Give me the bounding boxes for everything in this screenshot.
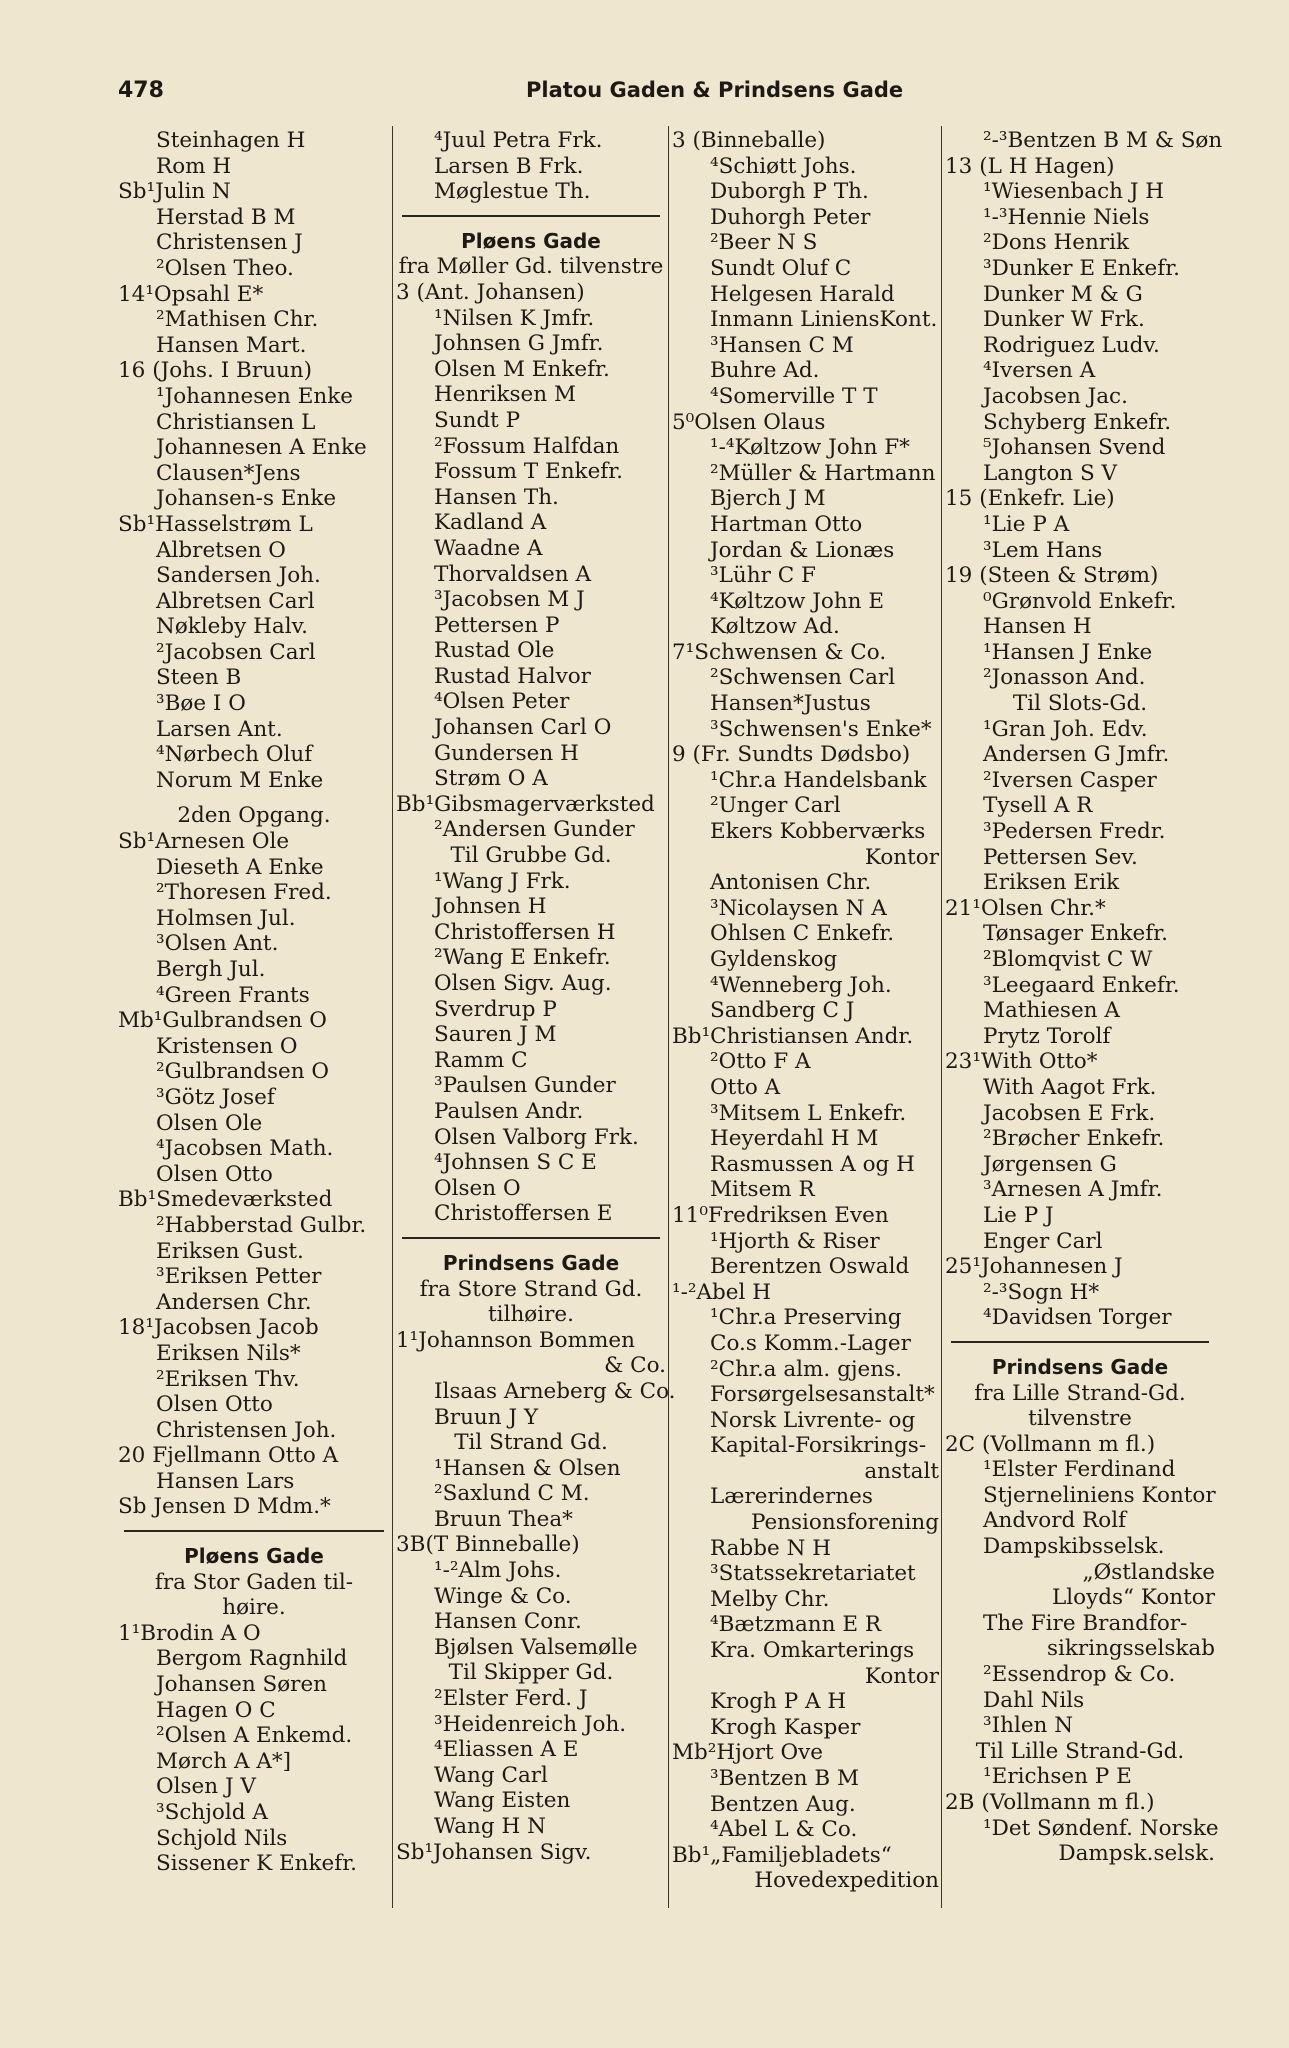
directory-entry: ²Fossum Halfdan	[434, 433, 620, 459]
directory-entry: Heyerdahl H M	[710, 1126, 879, 1152]
directory-entry: Ohlsen C Enkefr.	[710, 921, 895, 947]
directory-entry: Thorvaldsen A	[434, 561, 591, 587]
directory-entry: Møglestue Th.	[434, 179, 591, 205]
directory-entry: ¹Johannesen Enke	[156, 383, 353, 409]
directory-entry: Rodriguez Ludv.	[983, 332, 1160, 358]
directory-entry: Jacobsen Jac.	[983, 383, 1128, 409]
directory-entry: sikringsselskab	[1046, 1636, 1215, 1662]
directory-entry: Sundt Oluf C	[710, 255, 852, 281]
directory-entry: Christensen Joh.	[156, 1417, 337, 1443]
directory-entry: 25¹Johannesen J	[945, 1254, 1123, 1280]
page-number: 478	[118, 78, 164, 103]
directory-entry: Pensionsforening	[750, 1510, 939, 1536]
directory-entry: ³Bøe I O	[156, 691, 246, 717]
directory-entry: Melby Chr.	[710, 1586, 830, 1612]
column-divider	[941, 126, 942, 1908]
directory-entry: ²Mathisen Chr.	[156, 307, 319, 333]
directory-entry: Hovedexpedition	[754, 1868, 939, 1894]
directory-entry: Sverdrup P	[434, 996, 557, 1022]
directory-entry: ³Hansen C M	[710, 332, 854, 358]
directory-entry: Olsen Valborg Frk.	[434, 1124, 639, 1150]
section-note: Til Skipper Gd.	[448, 1660, 614, 1686]
directory-entry: ²Dons Henrik	[983, 230, 1130, 256]
directory-entry: Krogh P A H	[710, 1689, 847, 1715]
directory-entry: Otto A	[710, 1074, 781, 1100]
directory-entry: Olsen Otto	[156, 1392, 273, 1418]
directory-entry: Strøm O A	[434, 766, 548, 792]
directory-entry: Nøkleby Halv.	[156, 614, 309, 640]
directory-entry: Kapital-Forsikrings-	[710, 1433, 927, 1459]
directory-entry: ⁴Schiøtt Johs.	[710, 153, 857, 179]
directory-entry: Jordan & Lionæs	[710, 537, 895, 563]
section-rule	[402, 215, 660, 217]
directory-entry: Sandberg C J	[710, 998, 855, 1024]
directory-entry: Bb¹Gibsmagerværksted	[396, 791, 655, 817]
directory-entry: Forsørgelsesanstalt*	[710, 1382, 935, 1408]
directory-entry: Jørgensen G	[983, 1151, 1117, 1177]
directory-entry: Paulsen Andr.	[434, 1098, 584, 1124]
directory-column-2	[396, 128, 676, 1865]
directory-entry: 15 (Enkefr. Lie)	[945, 486, 1115, 512]
directory-entry: Johnsen G Jmfr.	[434, 331, 604, 357]
directory-entry: Hansen H	[983, 614, 1092, 640]
directory-entry: Lloyds“ Kontor	[1051, 1585, 1215, 1611]
directory-entry: ³Dunker E Enkefr.	[983, 255, 1180, 281]
directory-entry: ²Habberstad Gulbr.	[156, 1212, 367, 1238]
directory-entry: ²Chr.a alm. gjens.	[710, 1356, 902, 1382]
directory-entry: ³Schwensen's Enke*	[710, 716, 932, 742]
directory-entry: 2B (Vollmann m fl.)	[945, 1790, 1155, 1815]
directory-entry: anstalt	[864, 1458, 939, 1484]
directory-entry: Eriksen Erik	[983, 870, 1120, 896]
directory-entry: 2C (Vollmann m fl.)	[945, 1431, 1156, 1457]
directory-entry: ⁴Wenneberg Joh.	[710, 972, 892, 998]
directory-entry: Inmann LiniensKont.	[710, 307, 938, 333]
directory-entry: 1¹Brodin A O	[118, 1620, 261, 1646]
directory-entry: ⁴Juul Petra Frk.	[434, 128, 603, 153]
directory-entry: ²Andersen Gunder	[434, 817, 635, 843]
directory-entry: Co.s Komm.-Lager	[710, 1330, 911, 1356]
directory-entry: ¹Lie P A	[983, 511, 1070, 537]
section-note: fra Stor Gaden til-	[154, 1569, 354, 1595]
directory-entry: ³Lühr C F	[710, 563, 816, 589]
section-rule	[124, 1530, 384, 1532]
directory-entry: ²-³Sogn H*	[983, 1279, 1100, 1305]
directory-entry: ²Essendrop & Co.	[983, 1662, 1176, 1688]
directory-entry: Krogh Kasper	[710, 1714, 861, 1740]
directory-entry: Mitsem R	[710, 1177, 815, 1203]
directory-entry: Fossum T Enkefr.	[434, 459, 623, 485]
directory-entry: Johannesen A Enke	[156, 435, 367, 461]
directory-entry: ³Mitsem L Enkefr.	[710, 1100, 907, 1126]
directory-entry: Hagen O C	[156, 1697, 276, 1723]
street-heading: Prindsens Gade	[442, 1250, 620, 1275]
section-note: høire.	[222, 1595, 286, 1621]
directory-entry: ²Jonasson And.	[983, 665, 1146, 691]
directory-entry: Sb¹Hasselstrøm L	[118, 511, 313, 537]
section-note: tilvenstre	[1028, 1406, 1132, 1432]
directory-entry: Bentzen Aug.	[710, 1791, 856, 1817]
directory-entry: Rustad Ole	[434, 638, 555, 664]
directory-entry: Rustad Halvor	[434, 663, 591, 689]
directory-entry: ³Olsen Ant.	[156, 931, 279, 957]
directory-entry: Ramm C	[434, 1047, 528, 1073]
directory-entry: Herstad B M	[156, 204, 296, 230]
directory-entry: Bruun J Y	[434, 1404, 539, 1430]
directory-entry: 1¹Johannson Bommen	[396, 1327, 635, 1353]
directory-entry: Dieseth A Enke	[156, 854, 324, 880]
directory-entry: Norum M Enke	[156, 767, 324, 793]
directory-entry: ¹Gran Joh. Edv.	[983, 716, 1148, 742]
directory-entry: Schyberg Enkefr.	[983, 409, 1172, 435]
directory-entry: Enger Carl	[983, 1228, 1103, 1254]
directory-entry: ³Pedersen Fredr.	[983, 819, 1166, 845]
directory-entry: 19 (Steen & Strøm)	[945, 563, 1159, 589]
directory-entry: ¹Elster Ferdinand	[983, 1457, 1176, 1483]
street-heading: Prindsens Gade	[991, 1354, 1169, 1379]
directory-entry: Lærerindernes	[710, 1484, 873, 1510]
directory-entry: & Co.	[604, 1353, 666, 1379]
directory-entry: Waadne A	[434, 535, 543, 561]
directory-entry: Prytz Torolf	[983, 1023, 1111, 1049]
directory-entry: Buhre Ad.	[710, 358, 820, 384]
directory-entry: Eriksen Gust.	[156, 1238, 304, 1264]
directory-entry: ²Beer N S	[710, 230, 818, 256]
directory-entry: Tønsager Enkefr.	[983, 921, 1168, 947]
section-note: fra Lille Strand-Gd.	[974, 1380, 1186, 1406]
directory-entry: 9 (Fr. Sundts Dødsbo)	[672, 742, 911, 768]
directory-entry: Kadland A	[434, 510, 547, 536]
directory-entry: Larsen Ant.	[156, 716, 283, 742]
directory-entry: ²Olsen A Enkemd.	[156, 1723, 353, 1749]
directory-entry: ³Götz Josef	[156, 1084, 275, 1110]
directory-entry: ²Schwensen Carl	[710, 665, 896, 691]
directory-entry: Hartman Otto	[710, 511, 863, 537]
section-note: Til Slots-Gd.	[1012, 691, 1148, 717]
directory-entry: ⁰Grønvold Enkefr.	[983, 588, 1177, 614]
directory-entry: Wang Eisten	[434, 1788, 571, 1814]
directory-entry: ¹Det Søndenf. Norske	[983, 1815, 1219, 1841]
directory-entry: Dampskibsselsk.	[983, 1534, 1165, 1560]
directory-entry: Hansen Conr.	[434, 1609, 582, 1635]
directory-entry: Køltzow Ad.	[710, 614, 840, 640]
directory-entry: „Østlandske	[1082, 1559, 1215, 1585]
section-note: fra Store Strand Gd.	[419, 1276, 643, 1302]
directory-entry: Steen B	[156, 665, 242, 691]
directory-entry: ¹Wang J Frk.	[434, 868, 571, 894]
directory-entry: Norsk Livrente- og	[710, 1407, 916, 1433]
directory-entry: Kra. Omkarterings	[710, 1638, 915, 1664]
directory-entry: ¹-²Abel H	[672, 1279, 771, 1305]
directory-entry: Sb¹Julin N	[118, 179, 231, 205]
directory-entry: Kontor	[864, 844, 939, 870]
directory-entry: Rasmussen A og H	[710, 1151, 915, 1177]
directory-entry: Mb¹Gulbrandsen O	[118, 1008, 327, 1034]
directory-entry: Mathiesen A	[983, 998, 1120, 1024]
directory-entry: ⁴Køltzow John E	[710, 588, 885, 614]
directory-entry: ¹Erichsen P E	[983, 1764, 1132, 1790]
running-title: Platou Gaden & Prindsens Gade	[526, 78, 904, 102]
directory-entry: Lie P J	[983, 1202, 1054, 1228]
directory-entry: Larsen B Frk.	[434, 153, 584, 179]
directory-entry: ²Wang E Enkefr.	[434, 945, 611, 971]
directory-entry: ¹Chr.a Handelsbank	[710, 767, 927, 793]
directory-entry: Tysell A R	[983, 793, 1093, 819]
directory-entry: 3 (Ant. Johansen)	[396, 279, 585, 305]
section-note: 2den Opgang.	[177, 803, 331, 829]
directory-entry: With Aagot Frk.	[983, 1074, 1157, 1100]
directory-entry: ³Eriksen Petter	[156, 1264, 322, 1290]
directory-entry: Christoffersen E	[434, 1201, 613, 1227]
directory-entry: ⁴Green Frants	[156, 982, 310, 1008]
directory-entry: ⁴Davidsen Torger	[983, 1305, 1172, 1331]
directory-entry: ¹Chr.a Preserving	[710, 1305, 902, 1331]
section-note: Til Grubbe Gd.	[450, 843, 612, 869]
directory-column-3	[672, 128, 939, 1894]
directory-entry: ²Gulbrandsen O	[156, 1059, 330, 1085]
directory-entry: ³Bentzen B M	[710, 1766, 860, 1791]
directory-entry: Schjold Nils	[156, 1825, 288, 1851]
directory-entry: ⁴Eliassen A E	[434, 1737, 579, 1763]
directory-entry: Helgesen Harald	[710, 281, 895, 307]
directory-entry: Wang H N	[434, 1814, 546, 1839]
directory-entry: Antonisen Chr.	[710, 870, 872, 896]
column-divider	[392, 126, 393, 1908]
directory-entry: 18¹Jacobsen Jacob	[118, 1315, 319, 1341]
directory-entry: 3B(T Binneballe)	[396, 1532, 580, 1558]
directory-entry: ⁴Abel L & Co.	[710, 1817, 858, 1843]
directory-entry: Johnsen H	[434, 894, 547, 920]
directory-entry: ²Müller & Hartmann	[710, 460, 936, 486]
directory-entry: 13 (L H Hagen)	[945, 153, 1115, 179]
directory-entry: ²Iversen Casper	[983, 767, 1157, 793]
directory-entry: ²Brøcher Enkefr.	[983, 1126, 1165, 1152]
directory-entry: Christensen J	[156, 230, 303, 256]
directory-entry: 20 Fjellmann Otto A	[118, 1443, 339, 1469]
directory-entry: Johansen-s Enke	[156, 486, 337, 512]
directory-entry: ⁴Jacobsen Math.	[156, 1136, 334, 1162]
directory-entry: ³Jacobsen M J	[434, 587, 585, 613]
directory-entry: Bergh Jul.	[156, 957, 266, 982]
directory-entry: Albretsen Carl	[156, 588, 315, 614]
directory-entry: ²Elster Ferd. J	[434, 1686, 588, 1712]
directory-entry: Bb¹Christiansen Andr.	[672, 1023, 914, 1049]
directory-entry: Mørch A A*]	[156, 1748, 291, 1774]
section-rule	[402, 1237, 660, 1239]
directory-entry: Sandersen Joh.	[156, 563, 321, 589]
directory-entry: 16 (Johs. I Bruun)	[118, 358, 313, 384]
directory-entry: Dampsk.selsk.	[1058, 1841, 1215, 1867]
directory-entry: 5⁰Olsen Olaus	[672, 409, 826, 435]
directory-entry: Steinhagen H	[156, 128, 306, 153]
directory-entry: ¹Hjorth & Riser	[710, 1228, 880, 1254]
directory-entry: ³Lem Hans	[983, 537, 1103, 563]
directory-entry: ⁴Johnsen S C E	[434, 1150, 597, 1176]
directory-entry: ³Arnesen A Jmfr.	[983, 1177, 1163, 1203]
directory-entry: Olsen Ole	[156, 1110, 263, 1136]
directory-entry: Sb¹Johansen Sigv.	[396, 1839, 592, 1865]
directory-entry: Winge & Co.	[434, 1583, 572, 1609]
directory-entry: Sb¹Arnesen Ole	[118, 829, 290, 855]
directory-entry: Duhorgh Peter	[710, 204, 871, 230]
directory-entry: ²Jacobsen Carl	[156, 639, 316, 665]
directory-entry: ¹-³Hennie Niels	[983, 204, 1150, 230]
directory-entry: Hansen*Justus	[710, 691, 871, 717]
directory-entry: Hansen Mart.	[156, 332, 307, 358]
directory-entry: ⁴Iversen A	[983, 358, 1096, 384]
directory-entry: Berentzen Oswald	[710, 1254, 910, 1280]
directory-entry: Ilsaas Arneberg & Co.	[434, 1378, 676, 1404]
directory-entry: Holmsen Jul.	[156, 905, 296, 931]
street-heading: Pløens Gade	[461, 228, 601, 253]
directory-entry: ¹-⁴Køltzow John F*	[710, 435, 910, 461]
directory-entry: Christiansen L	[156, 409, 316, 435]
directory-entry: Pettersen P	[434, 612, 560, 638]
directory-entry: ³Ihlen N	[983, 1713, 1074, 1739]
directory-entry: Gundersen H	[434, 740, 579, 766]
directory-entry: Bb¹„Familjebladets“	[672, 1842, 892, 1868]
directory-entry: Rabbe N H	[710, 1535, 831, 1561]
directory-entry: ⁴Nørbech Oluf	[156, 742, 313, 768]
directory-entry: ²Thoresen Fred.	[156, 880, 332, 906]
directory-entry: Gyldenskog	[710, 947, 838, 972]
directory-entry: ²Olsen Theo.	[156, 255, 294, 281]
directory-column-1	[118, 128, 390, 1877]
directory-entry: Olsen Sigv. Aug.	[434, 971, 612, 996]
directory-entry: ³Statssekretariatet	[710, 1561, 916, 1587]
directory-entry: Langton S V	[983, 460, 1118, 486]
section-note: Til Lille Strand-Gd.	[975, 1738, 1185, 1764]
directory-entry: Sb Jensen D Mdm.*	[118, 1494, 331, 1520]
directory-column-4	[945, 128, 1223, 1867]
directory-entry: Johansen Søren	[156, 1672, 328, 1698]
directory-entry: ⁵Johansen Svend	[983, 435, 1166, 461]
directory-entry: Olsen Otto	[156, 1161, 273, 1187]
directory-entry: ¹Hansen J Enke	[983, 639, 1153, 665]
directory-entry: ²Saxlund C M.	[434, 1481, 590, 1507]
directory-entry: Bjerch J M	[710, 486, 826, 512]
directory-entry: 11⁰Fredriksen Even	[672, 1202, 889, 1228]
directory-entry: Hansen Lars	[156, 1468, 295, 1494]
directory-entry: Jacobsen E Frk.	[983, 1100, 1156, 1126]
directory-entry: ³Leegaard Enkefr.	[983, 972, 1180, 998]
directory-entry: ³Paulsen Gunder	[434, 1073, 616, 1099]
directory-entry: ¹Nilsen K Jmfr.	[434, 305, 595, 331]
directory-entry: ⁴Somerville T T	[710, 383, 878, 409]
directory-entry: Dunker W Frk.	[983, 307, 1145, 333]
directory-entry: Eriksen Nils*	[156, 1340, 301, 1366]
directory-entry: ²Otto F A	[710, 1049, 811, 1075]
directory-entry: Stjerneliniens Kontor	[983, 1482, 1216, 1508]
directory-entry: Bb¹Smedeværksted	[118, 1187, 333, 1213]
directory-entry: Dahl Nils	[983, 1687, 1085, 1713]
directory-entry: Olsen O	[434, 1175, 521, 1201]
directory-entry: ⁴Bætzmann E R	[710, 1612, 882, 1638]
section-rule	[951, 1341, 1209, 1343]
directory-entry: Kristensen O	[156, 1033, 298, 1059]
directory-entry: ²Eriksen Thv.	[156, 1366, 300, 1392]
directory-entry: Clausen*Jens	[156, 460, 301, 486]
spacer	[118, 793, 390, 803]
street-heading: Pløens Gade	[184, 1544, 324, 1569]
directory-entry: Andvord Rolf	[983, 1508, 1127, 1534]
directory-entry: Henriksen M	[434, 382, 576, 408]
directory-entry: ¹Hansen & Olsen	[434, 1455, 621, 1481]
directory-entry: Duborgh P Th.	[710, 179, 869, 205]
directory-entry: Pettersen Sev.	[983, 844, 1138, 870]
directory-entry: Hansen Th.	[434, 484, 559, 510]
directory-entry: ²Blomqvist C W	[983, 947, 1153, 972]
directory-entry: 14¹Opsahl E*	[118, 281, 264, 307]
section-note: fra Møller Gd. tilvenstre	[398, 254, 664, 280]
directory-entry: ⁴Olsen Peter	[434, 689, 570, 715]
directory-entry: Christoffersen H	[434, 919, 616, 945]
directory-entry: Sauren J M	[434, 1022, 557, 1048]
directory-entry: ²Unger Carl	[710, 793, 841, 819]
section-note: tilhøire.	[488, 1302, 574, 1328]
directory-entry: Rom H	[156, 153, 232, 179]
directory-entry: ¹Wiesenbach J H	[983, 179, 1165, 205]
directory-entry: ¹-²Alm Johs.	[434, 1558, 562, 1584]
directory-entry: ³Heidenreich Joh.	[434, 1711, 627, 1737]
directory-entry: Bruun Thea*	[434, 1506, 573, 1532]
directory-entry: ³Schjold A	[156, 1800, 268, 1825]
directory-entry: Andersen Chr.	[156, 1289, 312, 1315]
directory-entry: Andersen G Jmfr.	[983, 742, 1170, 768]
directory-entry: Johansen Carl O	[434, 715, 612, 741]
directory-entry: The Fire Brandfor-	[983, 1610, 1188, 1636]
directory-entry: ²-³Bentzen B M & Søn	[983, 128, 1223, 153]
directory-entry: Bergom Ragnhild	[156, 1646, 348, 1672]
page-header	[118, 78, 1218, 114]
column-divider	[668, 126, 669, 1908]
directory-entry: Bjølsen Valsemølle	[434, 1634, 638, 1660]
section-note: Til Strand Gd.	[454, 1430, 608, 1456]
directory-entry: Olsen J V	[156, 1774, 256, 1800]
directory-entry: Wang Carl	[434, 1762, 548, 1788]
directory-entry: 23¹With Otto*	[945, 1049, 1098, 1075]
directory-entry: Sundt P	[434, 407, 521, 433]
directory-entry: Sissener K Enkefr.	[156, 1851, 357, 1877]
directory-entry: 21¹Olsen Chr.*	[945, 895, 1106, 921]
directory-entry: 7¹Schwensen & Co.	[672, 639, 887, 665]
directory-entry: ³Nicolaysen N A	[710, 895, 887, 921]
directory-entry: Mb²Hjort Ove	[672, 1740, 824, 1766]
directory-entry: 3 (Binneballe)	[672, 128, 826, 153]
directory-entry: Dunker M & G	[983, 281, 1143, 307]
directory-entry: Ekers Kobberværks	[710, 819, 926, 845]
directory-entry: Kontor	[864, 1663, 939, 1689]
directory-entry: Olsen M Enkefr.	[434, 356, 610, 382]
directory-entry: Albretsen O	[156, 537, 286, 563]
